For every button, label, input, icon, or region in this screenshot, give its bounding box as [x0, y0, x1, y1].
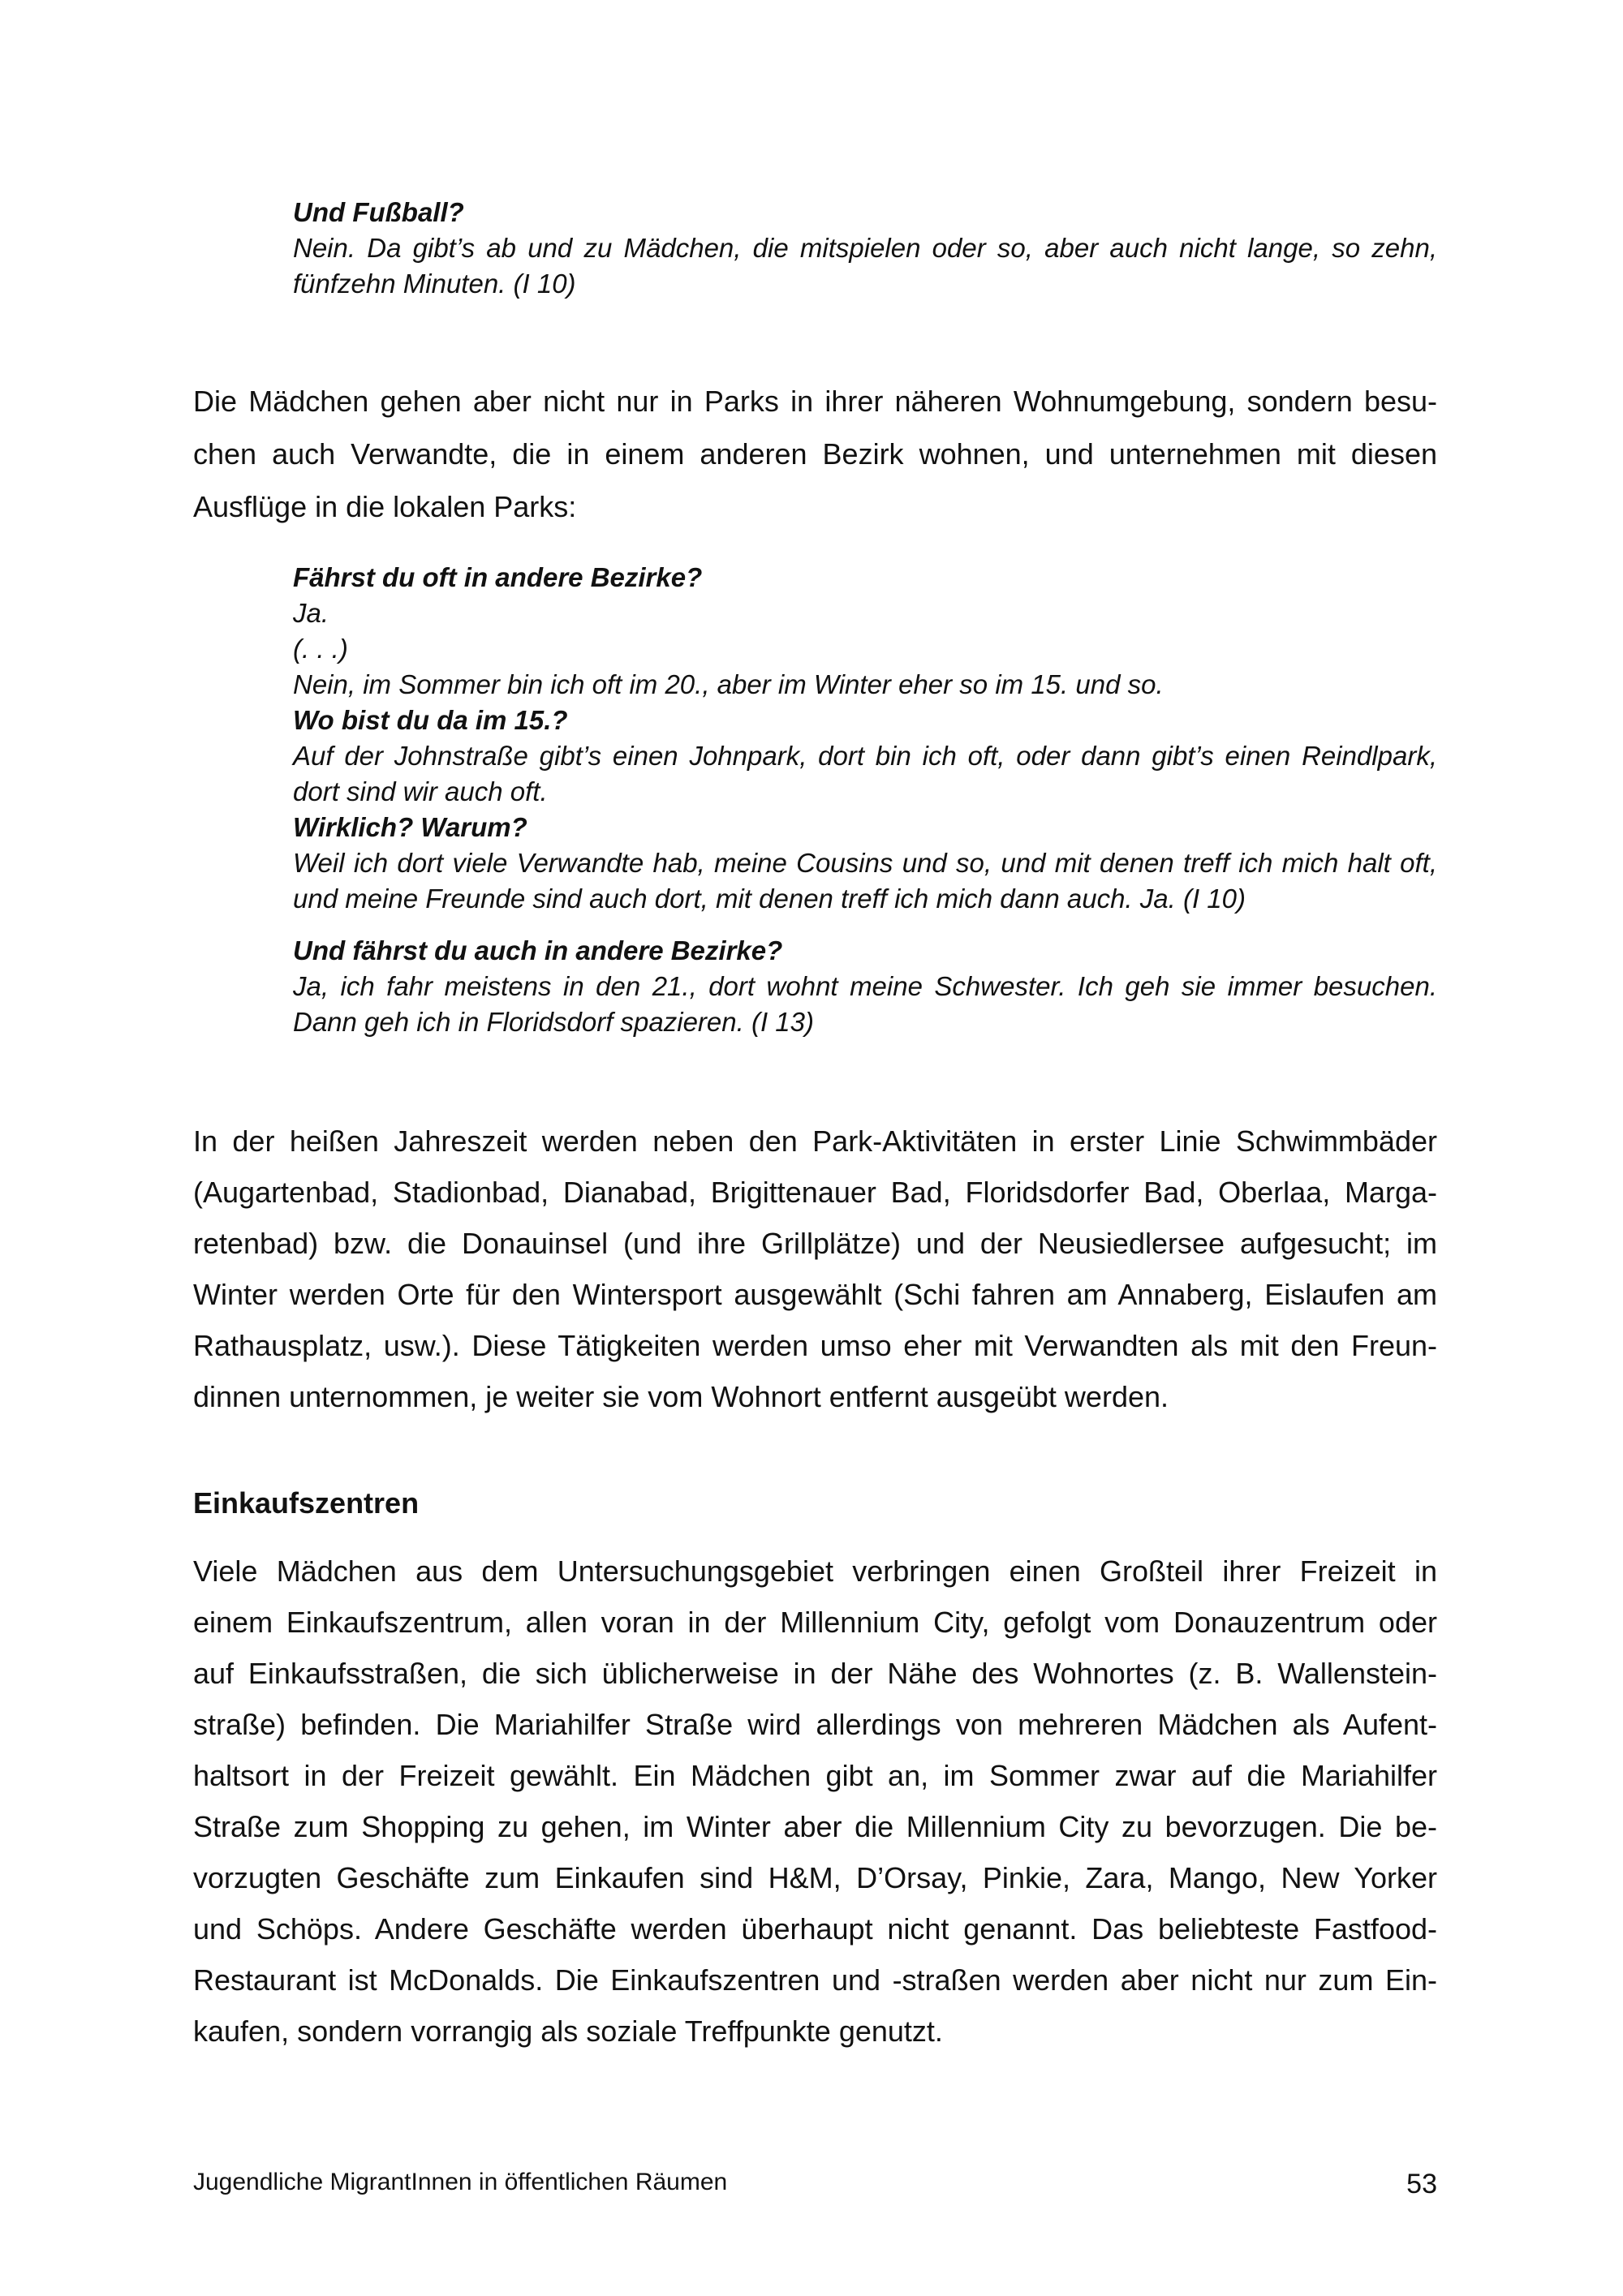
body-text-line: (Augartenbad, Stadionbad, Dianabad, Brigittenauer Bad, Floridsdorfer Bad, Oberlaa, Marga- [193, 1176, 1437, 1209]
body-text-line: Die Mädchen gehen aber nicht nur in Parks in ihrer näheren Wohnumgebung, sondern besu- [193, 385, 1437, 418]
body-text-line: dinnen unternommen, je weiter sie vom Wohnort entfernt ausgeübt werden. [193, 1380, 1169, 1413]
interview-answer-line: Auf der Johnstraße gibt’s einen Johnpark, dort bin ich oft, oder dann gibt’s einen Reindlpark, [293, 741, 1437, 771]
body-text-line: Restaurant ist McDonalds. Die Einkaufszentren und -straßen werden aber nicht nur zum Ein- [193, 1963, 1437, 1997]
body-text-line: und Schöps. Andere Geschäfte werden überhaupt nicht genannt. Das beliebteste Fastfood- [193, 1912, 1437, 1946]
body-text-line: auf Einkaufsstraßen, die sich üblicherweise in der Nähe des Wohnortes (z. B. Wallenstein- [193, 1657, 1437, 1690]
interview-answer-line: Ja. [293, 598, 329, 628]
body-text-line: kaufen, sondern vorrangig als soziale Treffpunkte genutzt. [193, 2014, 943, 2048]
interview-question: Und fährst du auch in andere Bezirke? [293, 935, 783, 965]
interview-answer-line: Weil ich dort viele Verwandte hab, meine Cousins und so, und mit denen treff ich mich halt oft, [293, 848, 1437, 878]
body-text-line: straße) befinden. Die Mariahilfer Straße wird allerdings von mehreren Mädchen als Aufent- [193, 1708, 1437, 1741]
interview-question: Wo bist du da im 15.? [293, 705, 568, 735]
body-text-line: Straße zum Shopping zu gehen, im Winter aber die Millennium City zu bevorzugen. Die be- [193, 1810, 1437, 1843]
interview-answer-line: (. . .) [293, 634, 348, 664]
body-text-line: Winter werden Orte für den Wintersport ausgewählt (Schi fahren am Annaberg, Eislaufen am [193, 1278, 1437, 1311]
interview-answer-line: Nein. Da gibt’s ab und zu Mädchen, die mitspielen oder so, aber auch nicht lange, so zehn, [293, 233, 1437, 263]
body-text-line: Viele Mädchen aus dem Untersuchungsgebiet verbringen einen Großteil ihrer Freizeit in [193, 1554, 1437, 1588]
interview-question: Wirklich? Warum? [293, 812, 527, 842]
interview-question: Fährst du oft in andere Bezirke? [293, 562, 703, 592]
interview-answer-line: Nein, im Sommer bin ich oft im 20., aber im Winter eher so im 15. und so. [293, 669, 1164, 699]
body-text-line: Ausflüge in die lokalen Parks: [193, 490, 577, 523]
body-text-line: In der heißen Jahreszeit werden neben den Park-Aktivitäten in erster Linie Schwimmbäder [193, 1124, 1437, 1158]
body-text-line: chen auch Verwandte, die in einem anderen Bezirk wohnen, und unternehmen mit diesen [193, 437, 1437, 471]
body-text-line: einem Einkaufszentrum, allen voran in der Millennium City, gefolgt vom Donauzentrum oder [193, 1606, 1437, 1639]
interview-answer-line: fünfzehn Minuten. (I 10) [293, 269, 576, 299]
interview-answer-line: Ja, ich fahr meistens in den 21., dort wohnt meine Schwester. Ich geh sie immer besuchen. [293, 971, 1437, 1001]
interview-answer-line: dort sind wir auch oft. [293, 776, 548, 806]
page-number: 53 [1406, 2169, 1437, 2199]
interview-answer-line: Dann geh ich in Floridsdorf spazieren. (I 13) [293, 1007, 814, 1037]
footer-title: Jugendliche MigrantInnen in öffentlichen Räumen [193, 2169, 728, 2195]
body-text-line: Rathausplatz, usw.). Diese Tätigkeiten werden umso eher mit Verwandten als mit den Freun- [193, 1329, 1437, 1362]
body-text-line: vorzugten Geschäfte zum Einkaufen sind H&M, D’Orsay, Pinkie, Zara, Mango, New Yorker [193, 1861, 1437, 1894]
body-text-line: retenbad) bzw. die Donauinsel (und ihre Grillplätze) und der Neusiedlersee aufgesucht; im [193, 1227, 1437, 1260]
interview-question: Und Fußball? [293, 197, 464, 227]
interview-answer-line: und meine Freunde sind auch dort, mit denen treff ich mich dann auch. Ja. (I 10) [293, 884, 1246, 914]
section-heading: Einkaufszentren [193, 1486, 420, 1520]
body-text-line: haltsort in der Freizeit gewählt. Ein Mädchen gibt an, im Sommer zwar auf die Mariahilfer [193, 1759, 1437, 1792]
